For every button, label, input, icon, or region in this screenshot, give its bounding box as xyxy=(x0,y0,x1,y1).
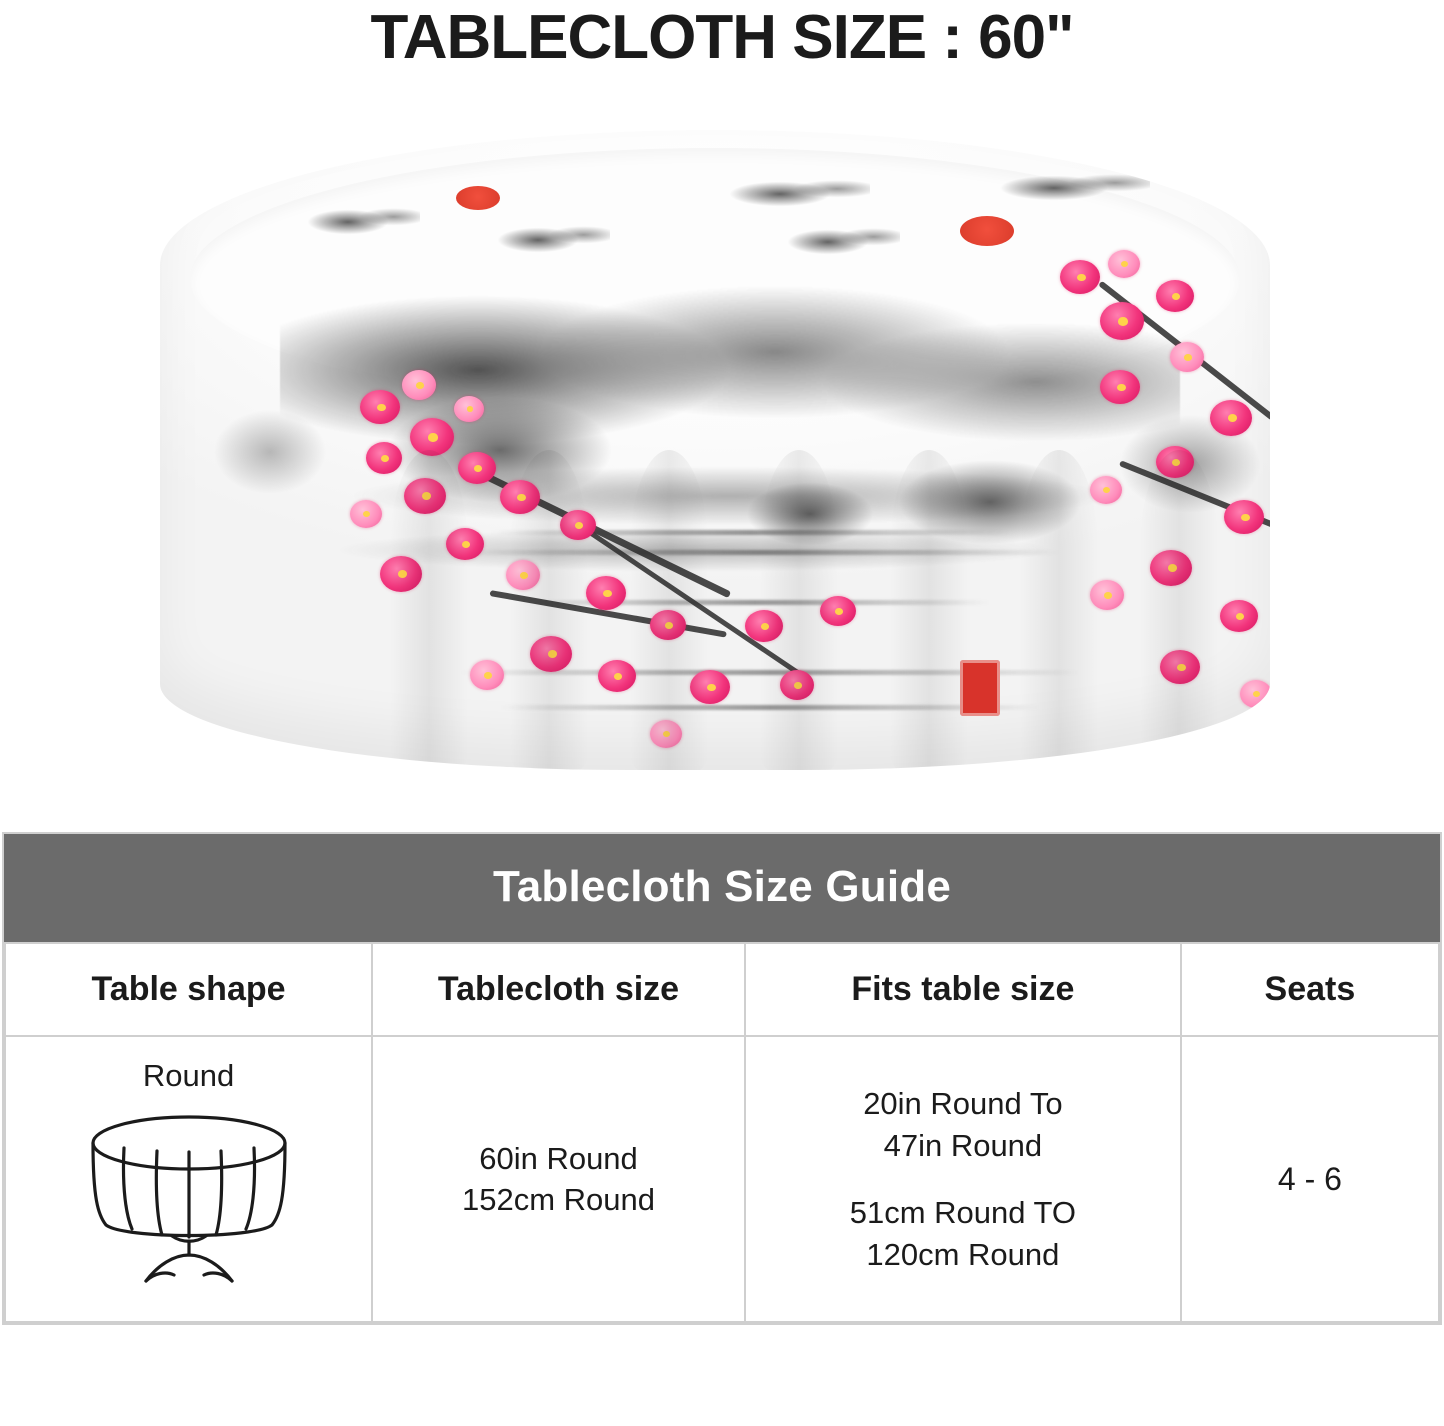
blossom-petal xyxy=(458,452,496,484)
size-guide-title: Tablecloth Size Guide xyxy=(4,834,1440,942)
blossom-petal xyxy=(1100,370,1140,404)
blossom-petal xyxy=(1060,260,1100,294)
fabric-fold xyxy=(1020,450,1098,770)
cell-fits-table-size xyxy=(745,1036,1181,1322)
blossom-petal xyxy=(1170,342,1204,372)
crane-motif xyxy=(780,220,900,260)
tablecloth-illustration xyxy=(160,130,1270,790)
column-header-table-shape: Table shape xyxy=(5,943,372,1036)
cell-tablecloth-size xyxy=(372,1036,745,1322)
table-row xyxy=(5,1036,1439,1322)
crane-motif xyxy=(720,172,870,212)
fits-imperial-line-2: 47in Round xyxy=(883,1127,1043,1163)
tablecloth-body xyxy=(160,130,1270,770)
fabric-fold xyxy=(390,450,468,770)
tablecloth-size-line-2: 152cm Round xyxy=(462,1182,656,1218)
crane-motif xyxy=(300,200,420,240)
fabric-fold xyxy=(630,450,708,770)
table-header-row xyxy=(5,943,1439,1036)
round-table-icon xyxy=(54,1103,324,1304)
fabric-fold xyxy=(1140,450,1218,770)
red-sun-icon xyxy=(960,216,1014,246)
ink-mountain xyxy=(340,360,660,510)
red-sun-icon xyxy=(456,186,500,210)
blossom-petal xyxy=(1240,680,1270,708)
seats-value: 4 - 6 xyxy=(1277,1160,1342,1197)
fits-metric-line-2: 120cm Round xyxy=(866,1236,1060,1272)
crane-motif xyxy=(990,166,1150,206)
blossom-petal xyxy=(1108,250,1140,278)
blossom-petal xyxy=(586,576,626,610)
tablecloth-size-line-1: 60in Round xyxy=(479,1140,638,1176)
blossom-petal xyxy=(360,390,400,424)
cell-table-shape xyxy=(5,1036,372,1322)
cell-seats xyxy=(1181,1036,1439,1322)
blossom-petal xyxy=(1220,600,1258,632)
size-guide xyxy=(2,832,1442,1325)
page-title: TABLECLOTH SIZE : 60" xyxy=(370,3,1074,72)
blossom-petal xyxy=(366,442,402,474)
blossom-petal xyxy=(402,370,436,400)
blossom-petal xyxy=(1156,280,1194,312)
blossom-petal xyxy=(1224,500,1264,534)
column-header-fits-table-size: Fits table size xyxy=(745,943,1181,1036)
blossom-petal xyxy=(1100,302,1144,340)
size-guide-table xyxy=(4,942,1440,1323)
ink-mountain xyxy=(190,380,350,500)
fits-imperial-line-1: 20in Round To xyxy=(863,1085,1063,1121)
fabric-fold xyxy=(760,450,838,770)
blossom-petal xyxy=(454,396,484,422)
fabric-fold xyxy=(510,450,588,770)
blossom-petal xyxy=(470,660,504,690)
fits-metric-line-1: 51cm Round TO xyxy=(849,1195,1077,1231)
column-header-seats: Seats xyxy=(1181,943,1439,1036)
column-header-tablecloth-size: Tablecloth size xyxy=(372,943,745,1036)
hero-image xyxy=(0,110,1444,810)
crane-motif xyxy=(490,218,610,258)
shape-label: Round xyxy=(142,1058,235,1093)
blossom-petal xyxy=(350,500,382,528)
blossom-petal xyxy=(1210,400,1252,436)
fabric-fold xyxy=(890,450,968,770)
blossom-petal xyxy=(1090,476,1122,504)
